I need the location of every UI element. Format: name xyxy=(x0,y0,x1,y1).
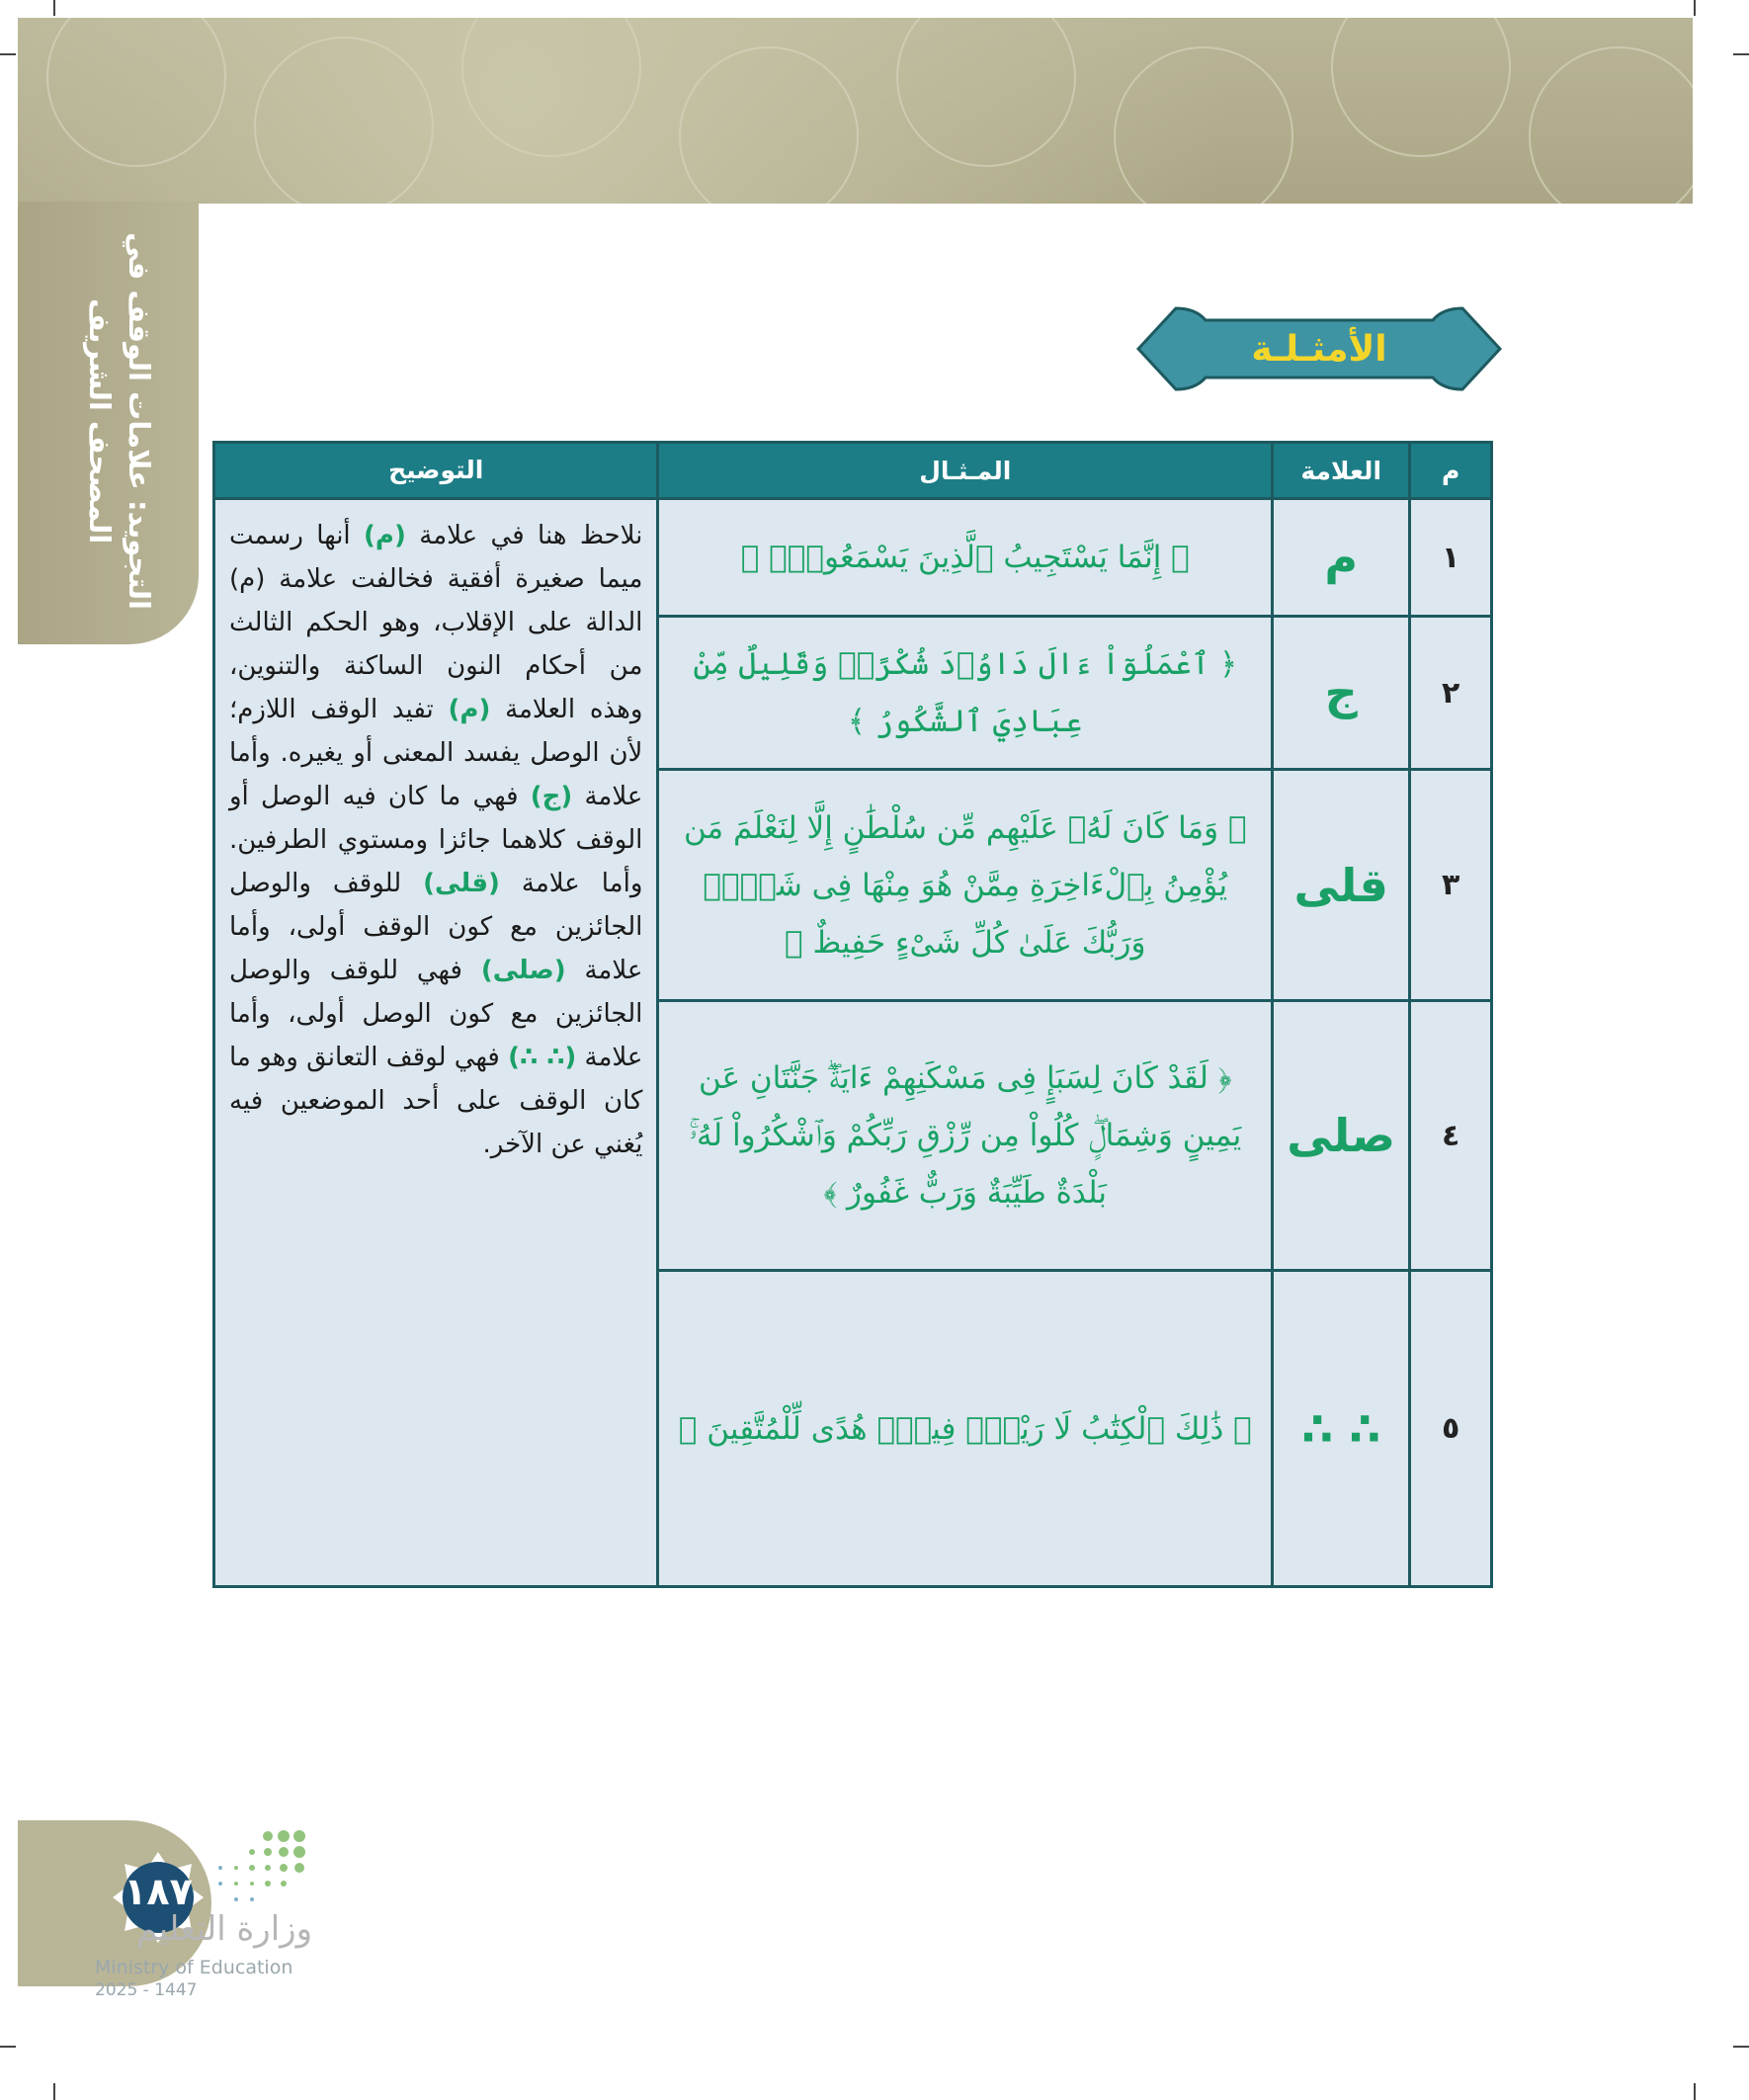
header-num: م xyxy=(1410,443,1492,499)
row-number: ٢ xyxy=(1410,617,1492,770)
crop-mark xyxy=(53,2083,55,2100)
explanation-text: فهي للوقف والوصل الجائزين مع كون الوصل أولى، وأما علامة xyxy=(229,956,643,1072)
header-sign: العلامة xyxy=(1273,443,1410,499)
ministry-name-arabic: وزارة التعليم xyxy=(136,1909,312,1949)
explanation-text: نلاحظ هنا في علامة xyxy=(419,521,643,550)
quran-example: ﴿ ٱعْمَلُوٓاْ ءَالَ دَاوُۥدَ شُكْرًاۚ وَقَلِيلٌ مِّنْ عِبَادِيَ ٱلشَّكُورُ ﴾ xyxy=(658,617,1273,770)
explanation-cell xyxy=(214,499,658,1587)
row-number: ٣ xyxy=(1410,770,1492,1001)
crop-mark xyxy=(53,0,55,16)
explanation-text: للوقف والوصل الجائزين مع كون الوقف أولى، وأما علامة xyxy=(229,869,643,985)
chapter-title-line1: التجويد: علامات الوقف في xyxy=(123,232,156,610)
ministry-logo-icon xyxy=(203,1828,311,1907)
sign-ref: (م) xyxy=(448,695,491,724)
header-explanation: التوضيح xyxy=(214,443,658,499)
quran-example: ﴿ لَقَدْ كَانَ لِسَبَإٍ فِى مَسْكَنِهِمْ ءَايَةٌۖ جَنَّتَانِ عَن يَمِينٍ وَشِمَالٍۖ كُلُواْ مِن رِّزْقِ رَبِّكُمْ وَٱشْكُرُواْ لَهُۥۚ بَلْدَةٌ طَيِّبَةٌ وَرَبٌّ غَفُورٌ ﴾ xyxy=(658,1001,1273,1271)
sign-ref: (∴ ∴) xyxy=(508,1043,577,1072)
stop-sign: ∴ ∴ xyxy=(1273,1271,1410,1587)
header-example: المـثـال xyxy=(658,443,1273,499)
row-number: ١ xyxy=(1410,499,1492,617)
quran-example: ﴿ إِنَّمَا يَسْتَجِيبُ ٱلَّذِينَ يَسْمَعُونَۘ ﴾ xyxy=(658,499,1273,617)
crop-mark xyxy=(1733,53,1749,55)
stop-sign: م xyxy=(1273,499,1410,617)
stop-sign: صلى xyxy=(1273,1001,1410,1271)
explanation-text: أنها رسمت ميما صغيرة أفقية فخالفت علامة (م) الدالة على الإقلاب، وهو الحكم الثالث من أحكام النون الساكنة والتنوين، وهذه العلامة xyxy=(229,521,643,724)
section-title-badge xyxy=(1136,300,1502,397)
sign-ref: (قلى) xyxy=(423,869,500,898)
crop-mark xyxy=(1733,2046,1749,2048)
crop-mark xyxy=(0,2046,16,2048)
crop-mark xyxy=(0,53,16,55)
section-title: الأمثـلـة xyxy=(1251,328,1387,370)
table-row xyxy=(214,499,1492,617)
quran-example: ﴿ وَمَا كَانَ لَهُۥ عَلَيْهِم مِّن سُلْطَٰنٍ إِلَّا لِنَعْلَمَ مَن يُؤْمِنُ بِٱلْءَاخِرَةِ مِمَّنْ هُوَ مِنْهَا فِى شَكٍّۗ وَرَبُّكَ عَلَىٰ كُلِّ شَىْءٍ حَفِيظٌ ﴾ xyxy=(658,770,1273,1001)
chapter-title-line2: المصحف الشريف xyxy=(83,297,117,545)
ministry-name-english: Ministry of Education xyxy=(95,1957,293,1978)
examples-table xyxy=(212,441,1493,1588)
table-header-row xyxy=(214,443,1492,499)
sign-ref: (ج) xyxy=(530,782,573,811)
edition-year: 2025 - 1447 xyxy=(95,1980,198,2000)
stop-sign: ج xyxy=(1273,617,1410,770)
crop-mark xyxy=(1694,2083,1696,2100)
stop-sign: قلى xyxy=(1273,770,1410,1001)
geometric-pattern xyxy=(18,18,1693,204)
row-number: ٥ xyxy=(1410,1271,1492,1587)
sign-ref: (صلى) xyxy=(480,956,566,985)
explanation-text: فهي ما كان فيه الوصل أو الوقف كلاهما جائزا ومستوي الطرفين. وأما علامة xyxy=(229,782,643,898)
quran-example: ﴿ ذَٰلِكَ ٱلْكِتَٰبُ لَا رَيْبَۛ فِيهِۛ هُدًى لِّلْمُتَّقِينَ ﴾ xyxy=(658,1271,1273,1587)
row-number: ٤ xyxy=(1410,1001,1492,1271)
chapter-title xyxy=(77,223,156,619)
crop-mark xyxy=(1694,0,1696,16)
header-band xyxy=(18,18,1693,204)
explanation-text: تفيد الوقف اللازم؛ لأن الوصل يفسد المعنى أو يغيره. وأما علامة xyxy=(229,695,643,811)
page-number: ١٨٧ xyxy=(124,1870,193,1913)
explanation-text: فهي لوقف التعانق وهو ما كان الوقف على أحد الموضعين فيه يُغني عن الآخر. xyxy=(229,1043,643,1159)
sign-ref: (م) xyxy=(364,521,406,550)
